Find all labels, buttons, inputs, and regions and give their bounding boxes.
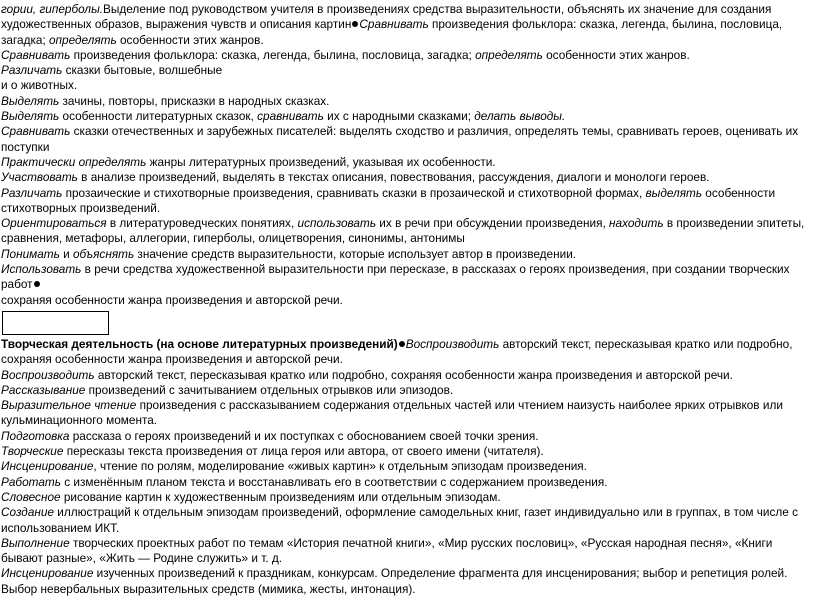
bullet-icon: [399, 341, 405, 347]
text-fragment: Выделять: [1, 93, 60, 108]
paragraph-16: [1, 368, 812, 383]
text-fragment: произведений с зачитыванием отдельных отрывков или эпизодов.: [85, 382, 454, 397]
text-fragment: значение средств выразительности, которые использует автор в произведении.: [134, 246, 577, 261]
text-fragment: и о животных.: [1, 78, 78, 93]
paragraph-18: [1, 398, 812, 429]
text-fragment: произведения с рассказыванием содержания отдельных частей или чтением наизусть наиболее ярких отрывков или кульминационного момента.: [1, 398, 783, 428]
text-fragment: в речи средства художественной выразительности при пересказе, в рассказах о героях произведения, при создании творческих работ: [1, 262, 790, 292]
paragraph-15: [1, 337, 812, 368]
text-fragment: Словесное: [1, 489, 61, 504]
paragraph-24: [1, 505, 812, 536]
text-fragment: Различать: [1, 63, 63, 78]
text-fragment: сказки бытовые, волшебные: [62, 63, 223, 78]
text-fragment: находить: [609, 216, 664, 231]
paragraph-23: [1, 490, 812, 505]
text-fragment: Работать: [1, 474, 61, 489]
text-fragment: прозаические и стихотворные произведения, сравнивать сказки в прозаической и стихотворной формах,: [62, 185, 646, 200]
text-fragment: особенности стихотворных произведений.: [1, 185, 776, 215]
text-fragment: , чтение по ролям, моделирование «живых картин» к отдельным эпизодам произведения.: [93, 459, 587, 474]
text-fragment: Рассказывание: [1, 382, 86, 397]
text-fragment: рисование картин к художественным произведениям или отдельным эпизодам.: [60, 489, 501, 504]
text-fragment: определять: [49, 32, 117, 47]
text-fragment: иллюстраций к отдельным эпизодам произведений, оформление самодельных книг, газет индивидуально или в группах, в том числе с использованием ИКТ.: [1, 505, 799, 535]
text-fragment: авторский текст, пересказывая кратко или подробно, сохраняя особенности жанра произведения и авторской речи.: [1, 336, 793, 367]
paragraph-26: [1, 566, 812, 597]
text-fragment: Использовать: [1, 262, 82, 277]
paragraph-5: [1, 94, 812, 109]
text-fragment: Воспроизводить: [405, 336, 500, 351]
text-fragment: объяснять: [73, 246, 135, 261]
paragraph-4: [1, 78, 812, 93]
paragraph-3: [1, 63, 812, 78]
text-fragment: Практически определять: [1, 154, 147, 169]
bullet-icon: [352, 21, 358, 27]
text-fragment: Различать: [1, 185, 63, 200]
text-fragment: особенности литературных сказок,: [59, 109, 258, 124]
text-fragment: Выделять: [1, 109, 60, 124]
text-fragment: произведения фольклора: сказка, легенда, былина, пословица, загадка;: [1, 17, 783, 47]
paragraph-7: [1, 124, 812, 155]
empty-frame: [2, 311, 109, 335]
section-heading: Творческая деятельность (на основе литературных произведений): [1, 336, 398, 351]
text-fragment: Выразительное чтение: [1, 398, 137, 413]
text-fragment: рассказа о героях произведений и их поступках с обоснованием своей точки зрения.: [69, 428, 539, 443]
text-fragment: в произведении эпитеты, сравнения, метафоры, аллегории, гиперболы, олицетворения, синонимы, антонимы: [1, 216, 805, 246]
text-fragment: произведения фольклора: сказка, легенда, былина, пословица, загадка;: [70, 47, 476, 62]
text-fragment: Воспроизводить: [1, 367, 95, 382]
text-fragment: в анализе произведений, выделять в текстах описания, повествования, рассуждения, диалоги и монологи героев.: [77, 170, 710, 185]
text-fragment: жанры литературных произведений, указывая их особенности.: [146, 154, 496, 169]
text-fragment: Творческие: [1, 444, 64, 459]
paragraph-19: [1, 429, 812, 444]
text-fragment: Подготовка: [1, 428, 70, 443]
text-fragment: их в речи при обсуждении произведения,: [376, 216, 610, 231]
paragraph-9: [1, 170, 812, 185]
text-fragment: авторский текст, пересказывая кратко или подробно, сохраняя особенности жанра произведения и авторской речи.: [94, 367, 733, 382]
paragraph-11: [1, 216, 812, 247]
text-fragment: определять: [475, 47, 543, 62]
paragraph-10: [1, 186, 812, 217]
text-fragment: Участвовать: [1, 170, 78, 185]
text-fragment: в литературоведческих понятиях,: [106, 216, 298, 231]
paragraph-1: [1, 2, 812, 48]
text-fragment: Создание: [1, 505, 54, 520]
text-fragment: и: [59, 246, 73, 261]
text-fragment: пересказы текста произведения от лица героя или автора, от своего имени (читателя).: [63, 444, 544, 459]
text-fragment: использовать: [297, 216, 377, 231]
paragraph-21: [1, 459, 812, 474]
text-fragment: Сравнивать: [1, 124, 71, 139]
paragraph-22: [1, 475, 812, 490]
text-fragment: делать выводы.: [474, 109, 566, 124]
text-fragment: сказки отечественных и зарубежных писателей: выделять сходство и различия, определять темы, сравнивать героев, оценивать их поступки: [1, 124, 799, 154]
text-fragment: особенности этих жанров.: [542, 47, 690, 62]
text-fragment: Инсценирование: [1, 566, 94, 581]
paragraph-14: [1, 293, 812, 308]
text-fragment: Сравнивать: [359, 17, 429, 32]
text-fragment: Сравнивать: [1, 47, 71, 62]
paragraph-20: [1, 444, 812, 459]
paragraph-6: [1, 109, 812, 124]
text-fragment: сохраняя особенности жанра произведения и авторской речи.: [1, 292, 343, 307]
text-fragment: Выполнение: [1, 535, 70, 550]
text-fragment: творческих проектных работ по темам «История печатной книги», «Мир русских пословиц», «Русская народная песня», «Книги бывают разные», «Жить — Родине служить» и т. д.: [1, 535, 773, 566]
text-fragment: их с народными сказками;: [323, 109, 475, 124]
paragraph-17: [1, 383, 812, 398]
text-fragment: изученных произведений к праздникам, конкурсам. Определение фрагмента для инсценирования; выбор и репетиция ролей. Выбор невербальных выразительных средств (мимика, жесты, интонация).: [1, 566, 788, 596]
paragraph-25: [1, 536, 812, 567]
bullet-icon: [34, 281, 40, 287]
text-fragment: гории, гиперболы.: [1, 2, 104, 16]
text-fragment: Инсценирование: [1, 459, 94, 474]
paragraph-2: [1, 48, 812, 63]
paragraph-12: [1, 247, 812, 262]
text-fragment: особенности этих жанров.: [116, 32, 264, 47]
text-fragment: выделять: [645, 185, 703, 200]
text-fragment: с изменённым планом текста и восстанавливать его в соответствии с содержанием произведения.: [60, 474, 608, 489]
paragraph-13: [1, 262, 812, 293]
text-fragment: сравнивать: [257, 109, 324, 124]
paragraph-8: [1, 155, 812, 170]
text-fragment: Выделение под руководством учителя в произведениях средства выразительности, объяснять их значение для создания художественных образов, выражения чувств и описания картин: [1, 2, 772, 32]
text-fragment: Ориентироваться: [1, 216, 107, 231]
text-fragment: зачины, повторы, присказки в народных сказках.: [59, 93, 330, 108]
text-fragment: Понимать: [1, 246, 60, 261]
